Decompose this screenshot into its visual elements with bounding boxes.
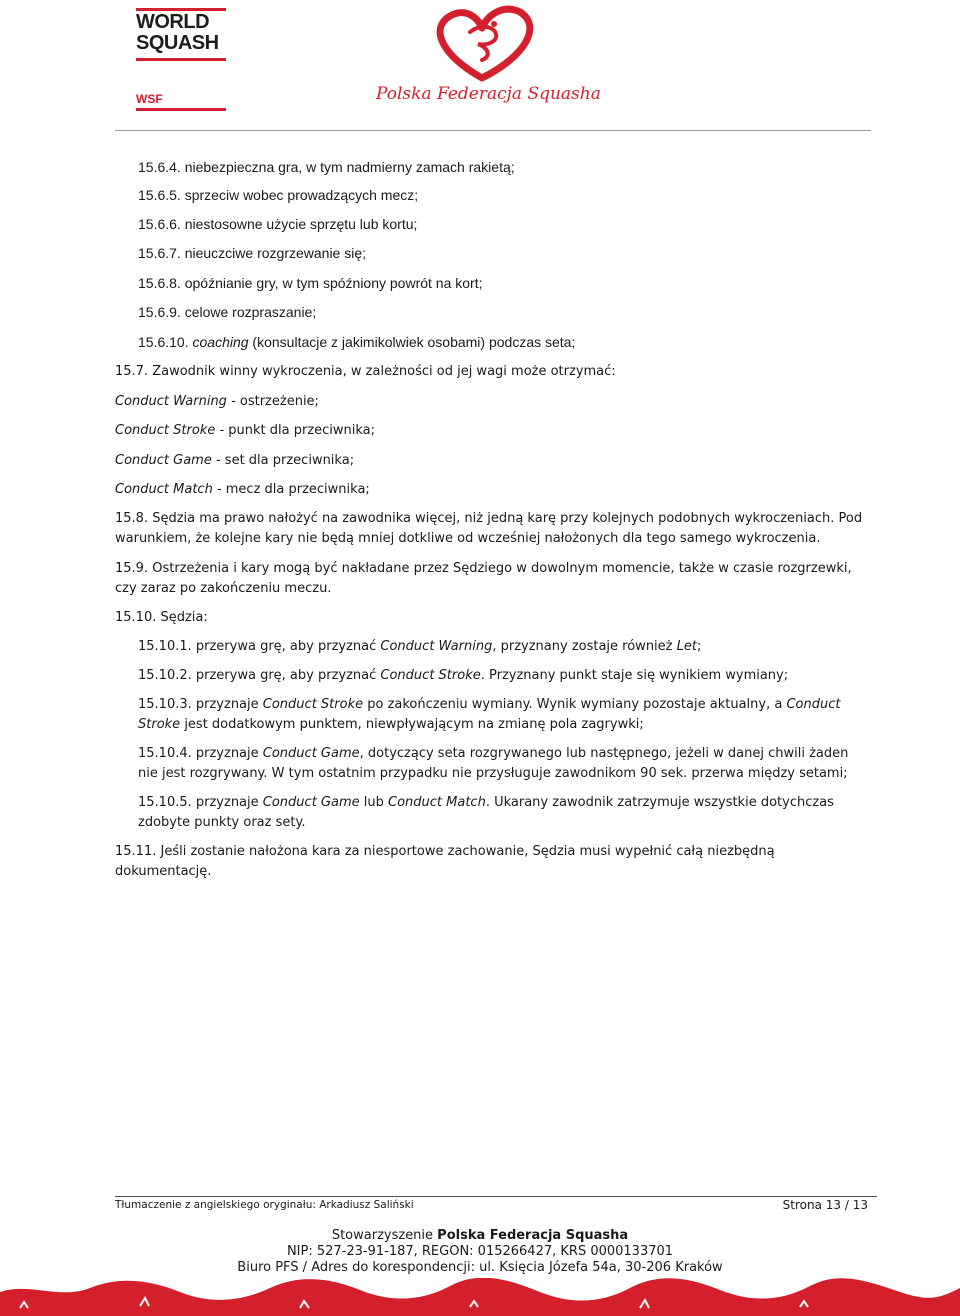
paragraph: 15.7. Zawodnik winny wykroczenia, w zależności od jej wagi może otrzymać: [115,364,616,379]
list-item: 15.10.2. przerywa grę, aby przyznać Conduct Stroke. Przyznany punkt staje się wynikiem wymiany; [138,668,789,683]
org-line: Stowarzyszenie Polska Federacja Squasha [331,1228,629,1243]
page-number: Strona 13 / 13 [782,1198,868,1212]
paragraph: 15.9. Ostrzeżenia i kary mogą być nakładane przez Sędziego w dowolnym momencie, także w czasie rozgrzewki, czy zaraz po zakończeniu meczu. [115,561,852,596]
logo-bar [136,108,226,111]
org-address: Biuro PFS / Adres do korespondencji: ul. Księcia Józefa 54a, 30-206 Kraków [237,1260,723,1275]
list-item: 15.10.4. przyznaje Conduct Game, dotyczący seta rozgrywanego lub następnego, jeżeli w danej chwili żaden nie jest rozgrywany. W tym ostatnim przypadku nie przysługuje zawodnikom 90 sek. przerwa między setami; [138,746,849,781]
logo-wordmark [136,12,219,54]
paragraph: 15.11. Jeśli zostanie nałożona kara za niesportowe zachowanie, Sędzia musi wypełnić całą niezbędną dokumentację. [115,844,775,879]
pfs-logo [370,4,601,122]
logo-word-1: WORLD [136,11,210,33]
paragraph: 15.8. Sędzia ma prawo nałożyć na zawodnika więcej, niż jedną karę przy kolejnych podobnych wykroczeniach. Pod warunkiem, że kolejne kary nie będą mniej dotkliwe od wcześniej nałożonych dla tego samego wykroczenia. [115,511,863,546]
list-item: Conduct Match - mecz dla przeciwnika; [115,482,370,497]
pfs-name: Polska Federacja Squasha [376,84,601,104]
paragraph: 15.10. Sędzia: [115,610,208,625]
header-divider [115,130,871,131]
org-ids: NIP: 527-23-91-187, REGON: 015266427, KRS 0000133701 [286,1244,674,1259]
translator-credit: Tłumaczenie z angielskiego oryginału: Arkadiusz Saliński [115,1199,414,1211]
list-item: 15.10.5. przyznaje Conduct Game lub Conduct Match. Ukarany zawodnik zatrzymuje wszystkie dotychczas zdobyte punkty oraz sety. [138,795,834,830]
world-squash-logo [136,8,226,112]
logo-abbr: WSF [136,92,163,106]
logo-word-2: SQUASH [136,32,219,54]
list-item: 15.6.6. niestosowne użycie sprzętu lub kortu; [138,216,418,232]
page-header [0,0,960,132]
list-item: Conduct Stroke - punkt dla przeciwnika; [115,423,376,438]
heart-squash-icon [370,4,590,84]
logo-bar [136,58,226,61]
list-item: 15.6.9. celowe rozpraszanie; [138,304,317,320]
decorative-brush-band [0,1278,960,1316]
footer-divider [115,1196,877,1197]
list-item: Conduct Warning - ostrzeżenie; [115,394,319,409]
list-item: 15.6.4. niebezpieczna gra, w tym nadmierny zamach rakietą; [138,159,515,175]
list-item: Conduct Game - set dla przeciwnika; [115,453,355,468]
list-item: 15.6.10. coaching (konsultacje z jakimikolwiek osobami) podczas seta; [138,334,576,350]
list-item: 15.6.8. opóźnianie gry, w tym spóźniony powrót na kort; [138,275,483,291]
list-item: 15.6.7. nieuczciwe rozgrzewanie się; [138,245,367,261]
list-item: 15.10.3. przyznaje Conduct Stroke po zakończeniu wymiany. Wynik wymiany pozostaje aktualny, a Conduct Stroke jest dodatkowym punktem, niewpływającym na zmianę pola zagrywki; [138,697,841,732]
list-item: 15.6.5. sprzeciw wobec prowadzących mecz; [138,187,419,203]
list-item: 15.10.1. przerywa grę, aby przyznać Conduct Warning, przyznany zostaje również Let; [138,639,702,654]
